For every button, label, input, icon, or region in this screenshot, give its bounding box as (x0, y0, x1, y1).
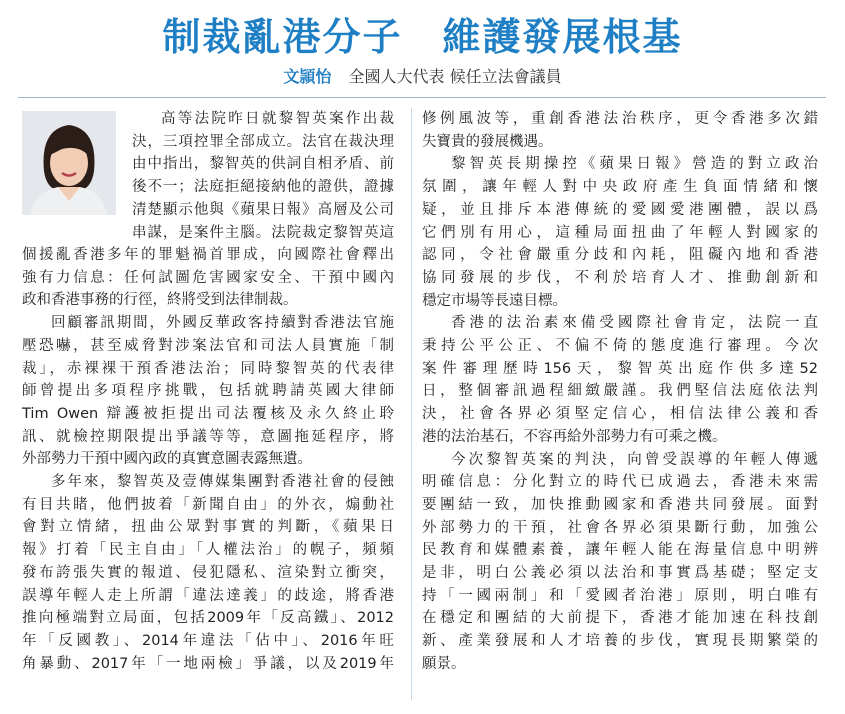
paragraph-line: 政和香港事務的行徑，終將受到法律制裁。 (22, 292, 298, 309)
paragraph-line: 串謀，是案件主腦。法院裁定黎智英這 (132, 224, 394, 241)
paragraph-line: 後不一；法庭拒絕接納他的證供，證據 (132, 179, 394, 196)
paragraph-line: 民教育和媒體素養，讓年輕人能在海量信息中明辨 (422, 542, 818, 559)
paragraph-line: 協同發展的步伐，不利於培育人才、推動創新和 (422, 269, 818, 286)
paragraph-line: 報》打着「民主自由」「人權法治」的幌子，頻頻 (22, 542, 394, 559)
paragraph-line: 有目共睹，他們披着「新聞自由」的外衣，煽動社 (22, 496, 394, 513)
paragraph-line: 多年來，黎智英及壹傳媒集團對香港社會的侵蝕 (51, 474, 394, 491)
paragraph-line: 裁」，赤裸裸干預香港法治；同時黎智英的代表律 (22, 360, 394, 377)
paragraph-line: 外部勢力的干預，社會各界必須果斷行動，加強公 (422, 519, 818, 536)
paragraph-line: 持「一國兩制」和「愛國者治港」原則，明白唯有 (422, 587, 818, 604)
paragraph-line: 香港的法治素來備受國際社會肯定，法院一直 (451, 315, 818, 332)
paragraph-line: 穩定市場等長遠目標。 (422, 292, 567, 309)
author-photo (22, 111, 116, 215)
paragraph-line: 角暴動、2017年「一地兩檢」爭議，以及2019年 (22, 655, 394, 672)
header-rule (18, 97, 826, 98)
paragraph-line: 由中指出，黎智英的供詞自相矛盾、前 (132, 156, 394, 173)
paragraph-line: 外部勢力干預中國內政的真實意圖表露無遺。 (22, 451, 312, 468)
paragraph-line: 明確信息：分化對立的時代已成過去，香港未來需 (422, 474, 818, 491)
paragraph-line: 決，社會各界必須堅定信心，相信法律公義和香 (422, 406, 818, 423)
left-column-top (132, 108, 394, 244)
paragraph-line: 推向極端對立局面，包括2009年「反高鐵」、2012 (22, 610, 394, 627)
paragraph-line: 壓恐嚇，甚至威脅對涉案法官和司法人員實施「制 (22, 337, 394, 354)
paragraph-line: 秉持公平公正、不偏不倚的態度進行審理。今次 (422, 338, 818, 355)
paragraph-line: 在穩定和團結的大前提下，香港才能加速在科技創 (422, 610, 818, 627)
paragraph-line: 新、產業發展和人才培養的步伐，實現長期繁榮的 (422, 633, 818, 650)
paragraph-line: 回顧審訊期間，外國反華政客持續對香港法官施 (51, 315, 394, 332)
byline (0, 66, 845, 88)
paragraph-line: 黎智英長期操控《蘋果日報》營造的對立政治 (451, 156, 818, 173)
paragraph-line: 案件審理歷時156天，黎智英出庭作供多達52 (422, 360, 818, 377)
paragraph-line: 是非，明白公義必須以法治和事實爲基礎；堅定支 (422, 565, 818, 582)
portrait-image (22, 111, 116, 215)
paragraph-line: 發布誇張失實的報道、侵犯隱私、渲染對立衝突， (22, 564, 394, 581)
right-column (422, 108, 818, 676)
paragraph-line: 港的法治基石，不容再給外部勢力有可乘之機。 (422, 428, 727, 445)
paragraph-line: 清楚顯示他與《蘋果日報》高層及公司 (132, 201, 394, 218)
paragraph-line: 年「反國教」、2014年違法「佔中」、2016年旺 (22, 632, 394, 649)
paragraph-line: 認同，令社會嚴重分歧和內耗，阻礙內地和香港 (422, 247, 818, 264)
paragraph-line: 今次黎智英案的判決，向曾受誤導的年輕人傳遞 (451, 451, 818, 468)
paragraph-line: 修例風波等，重創香港法治秩序，更令香港多次錯 (422, 111, 818, 127)
paragraph-line: 疑，並且排斥本港傳統的愛國愛港團體，誤以爲 (422, 201, 818, 218)
paragraph-line: 決，三項控罪全部成立。法官在裁決理 (132, 133, 394, 150)
paragraph-line: 誤導年輕人走上所謂「違法達義」的歧途，將香港 (22, 587, 394, 604)
paragraph-line: 日，整個審訊過程細緻嚴謹。我們堅信法庭依法判 (422, 383, 818, 400)
paragraph-line: 氛圍，讓年輕人對中央政府產生負面情緒和懷 (422, 179, 818, 196)
paragraph-line: 它們別有用心，這種局面扭曲了年輕人對國家的 (422, 224, 818, 241)
paragraph-line: 高等法院昨日就黎智英案作出裁 (161, 111, 394, 127)
byline-author: 文頴怡 (283, 67, 332, 86)
paragraph-line: 願景。 (422, 655, 466, 672)
left-column-body (22, 244, 394, 675)
headline: 制裁亂港分子 維護發展根基 (162, 15, 683, 59)
paragraph-line: 個援亂香港多年的罪魁禍首罪成，向國際社會釋出 (22, 247, 394, 263)
paragraph-line: 訊、就檢控期限提出爭議等等，意圖拖延程序，將 (22, 428, 394, 445)
byline-title: 全國人大代表 候任立法會議員 (348, 67, 562, 86)
paragraph-line: Tim Owen 辯護被拒提出司法覆核及永久終止聆 (22, 405, 394, 422)
paragraph-line: 要團結一致，加快推動國家和香港共同發展。面對 (422, 496, 818, 513)
paragraph-line: 師曾提出多項程序挑戰，包括就聘請英國大律師 (22, 383, 394, 400)
paragraph-line: 失寶貴的發展機遇。 (422, 133, 553, 150)
column-divider (411, 108, 412, 700)
paragraph-line: 會對立情緒，扭曲公眾對事實的判斷，《蘋果日 (22, 519, 394, 536)
paragraph-line: 強有力信息：任何試圖危害國家安全、干預中國內 (22, 269, 394, 286)
